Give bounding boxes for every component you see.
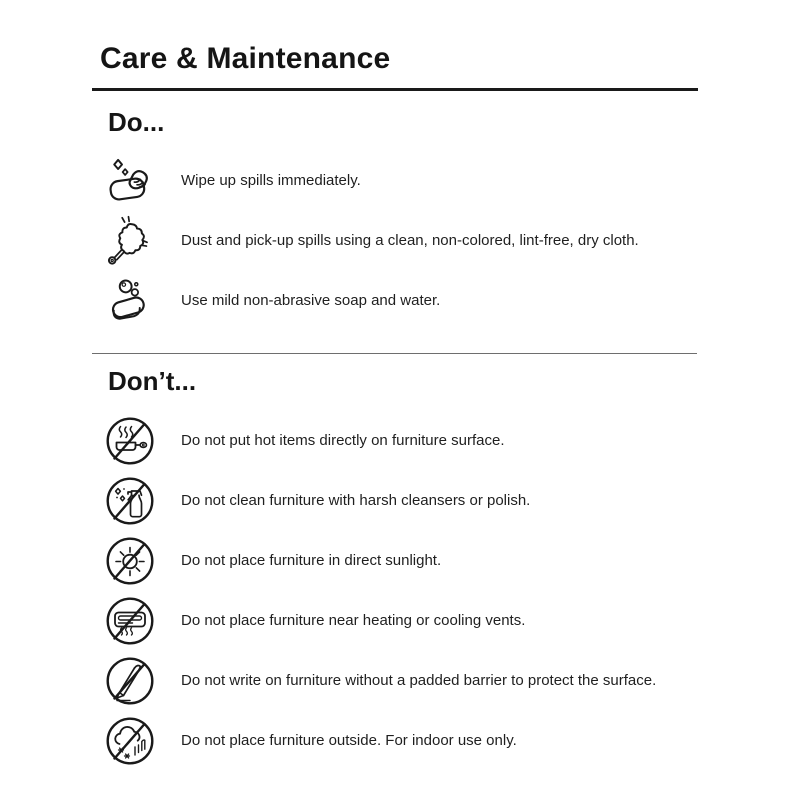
- item-text: Dust and pick-up spills using a clean, non-colored, lint-free, dry cloth.: [181, 232, 639, 250]
- item-text: Do not clean furniture with harsh cleansers or polish.: [181, 491, 531, 509]
- no-spray-cleaner-icon: [103, 474, 157, 528]
- item-text: Do not place furniture near heating or cooling vents.: [181, 611, 526, 629]
- title-divider: [92, 88, 698, 91]
- list-item: [92, 591, 740, 651]
- list-item: [92, 211, 740, 271]
- section-divider: [92, 353, 697, 354]
- do-items-list: [92, 151, 740, 331]
- do-section-heading: Do...: [108, 107, 165, 137]
- no-direct-sunlight-icon: [103, 534, 157, 588]
- list-item: [92, 411, 740, 471]
- item-text: Do not place furniture outside. For indoor use only.: [181, 731, 517, 749]
- list-item: [92, 471, 740, 531]
- list-item: [92, 711, 740, 771]
- item-text: Do not write on furniture without a padded barrier to protect the surface.: [181, 671, 657, 689]
- dont-section-heading: Don’t...: [108, 366, 197, 397]
- no-outdoor-weather-icon: [103, 714, 157, 768]
- page-title: Care & Maintenance: [100, 42, 391, 75]
- feather-duster-icon: [103, 214, 157, 268]
- item-text: Wipe up spills immediately.: [181, 172, 361, 190]
- item-text: Use mild non-abrasive soap and water.: [181, 292, 441, 310]
- item-text: Do not place furniture in direct sunlight.: [181, 551, 442, 569]
- list-item: [92, 271, 740, 331]
- dont-items-list: [92, 411, 740, 771]
- list-item: [92, 151, 740, 211]
- no-writing-icon: [103, 654, 157, 708]
- no-hot-pan-icon: [103, 414, 157, 468]
- item-text: Do not put hot items directly on furniture surface.: [181, 431, 505, 449]
- list-item: [92, 531, 740, 591]
- soap-sponge-bubbles-icon: [103, 274, 157, 328]
- no-heating-vent-icon: [103, 594, 157, 648]
- list-item: [92, 651, 740, 711]
- wipe-cloth-hand-icon: [103, 154, 157, 208]
